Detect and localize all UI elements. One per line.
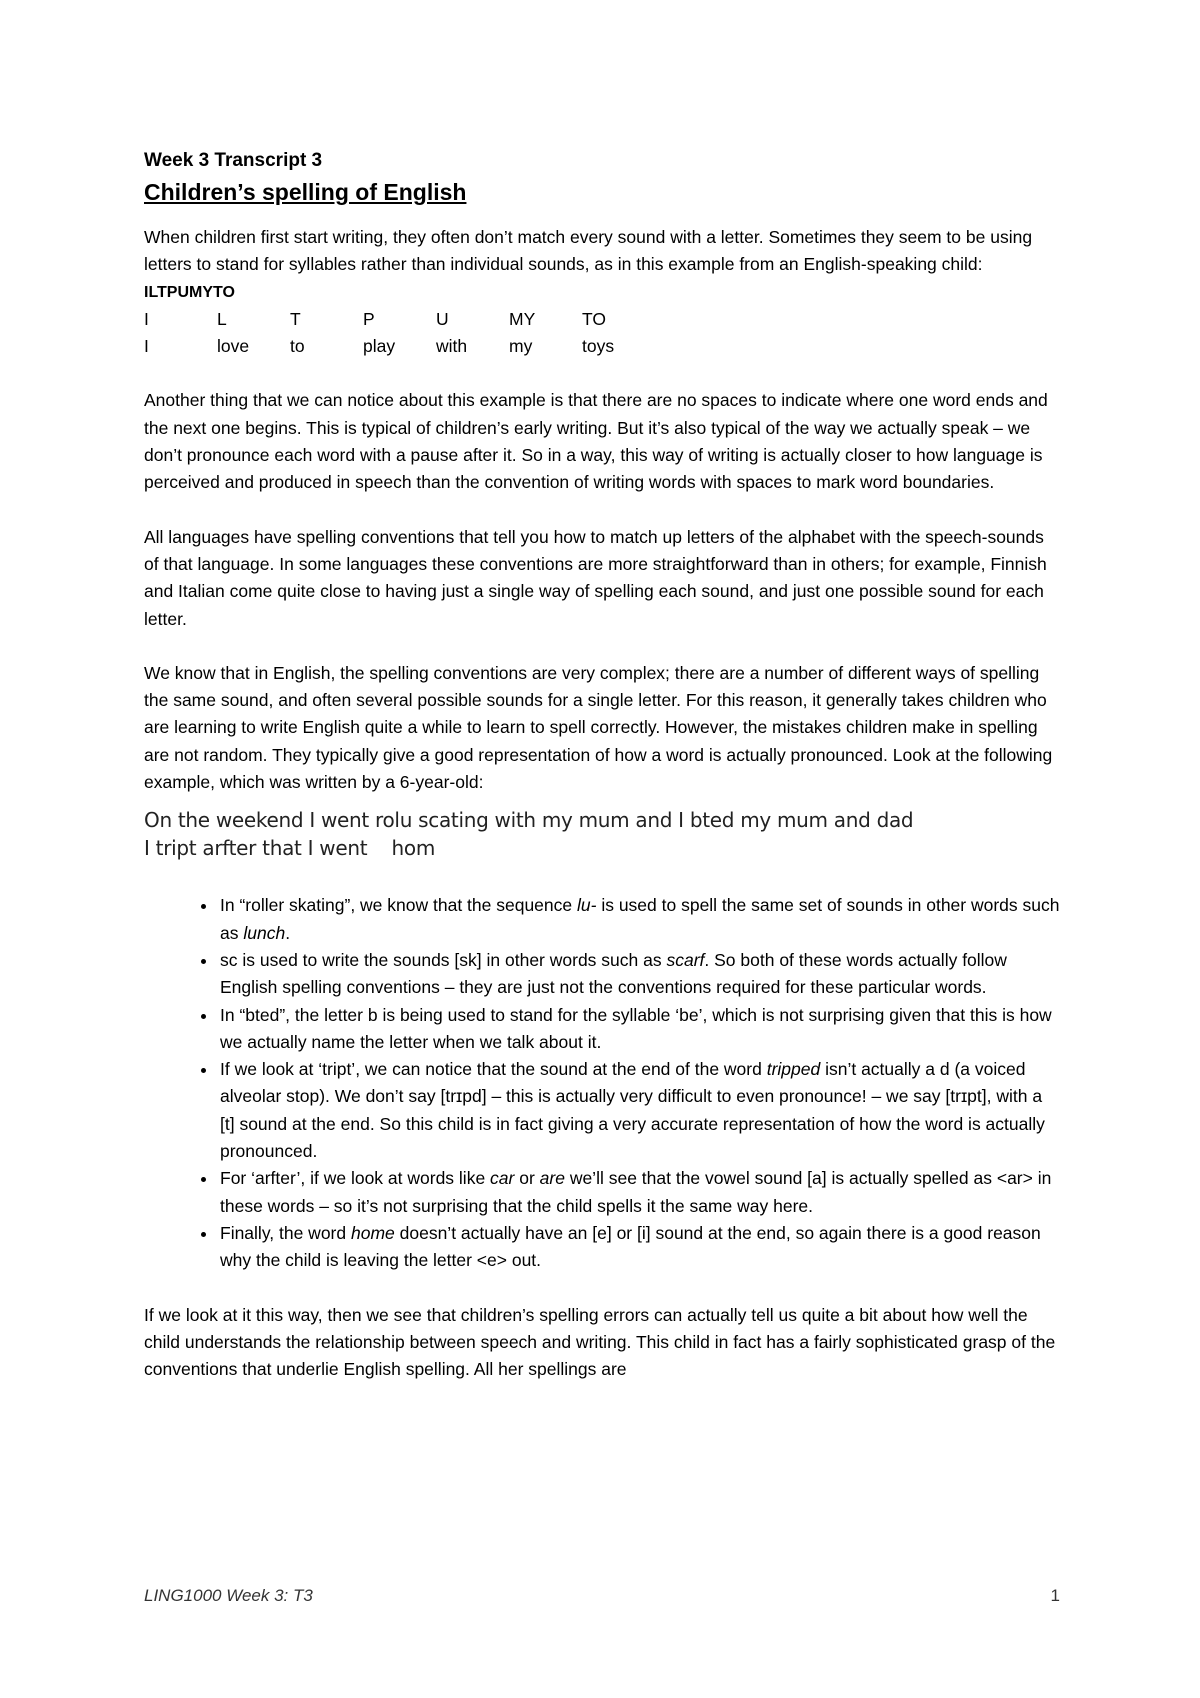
- bullet-text: we’ll see that the vowel sound [a] is actually spelled as <ar> in these words – so it’s not surprising that the child spells it the same way here.: [220, 1168, 1052, 1216]
- document-label: Week 3 Transcript 3: [144, 150, 323, 171]
- bullet-text: is used to spell the same set of sounds in other words such as: [220, 895, 1060, 943]
- bullet-text: isn’t actually a d (a voiced alveolar stop). We don’t say [trɪpd] – this is actually very difficult to even pronounce! – we say [trɪpt], with a [t] sound at the end. So this child is in fact giving a very accurate representation of how the word is actually pronounced.: [220, 1059, 1045, 1162]
- gloss-letters-row: [144, 306, 655, 333]
- body-paragraph: Another thing that we can notice about this example is that there are no spaces to indicate where one word ends and the next one begins. This is typical of children’s early writing. But it’s also typical of the way we actually speak – we don’t pronounce each word with a pause after it. So in a way, this way of writing is actually closer to how language is perceived and produced in speech than the convention of writing words with spaces to mark word boundaries.: [144, 390, 1048, 493]
- bullet-text: doesn’t actually have an [e] or [i] sound at the end, so again there is a good reason why the child is leaving the letter <e> out.: [220, 1222, 1041, 1271]
- list-item: [218, 947, 1060, 1002]
- body-paragraph: We know that in English, the spelling conventions are very complex; there are a number of different ways of spelling the same sound, and often several possible sounds for a single letter. For this reason, it generally takes children who are learning to write English quite a while to learn to spell correctly. However, the mistakes children make in spelling are not random. They typically give a good representation of how a word is actually pronounced. Look at the following example, which was written by a 6-year-old:: [144, 662, 1053, 793]
- gloss-word: with: [436, 336, 468, 357]
- bullet-text: In “bted”, the letter b is being used to stand for the syllable ‘be’, which is not surprising given that this is how we actually name the letter when we talk about it.: [220, 1004, 1052, 1052]
- gloss-word: play: [363, 336, 396, 357]
- bullet-text: . So both of these words actually follow English spelling conventions – they are just not the conventions required for these particular words.: [220, 949, 1007, 998]
- list-item: [218, 1002, 1060, 1057]
- gloss-word: toys: [582, 336, 615, 357]
- bullet-text: For ‘arfter’, if we look at words like: [220, 1168, 491, 1189]
- footer-course-label: LING1000 Week 3: T3: [144, 1586, 313, 1605]
- bullet-example-word: car: [490, 1168, 515, 1189]
- list-item: [218, 1165, 1060, 1220]
- gloss-letter: P: [363, 308, 375, 329]
- gloss-table: [144, 306, 655, 361]
- gloss-letter: T: [290, 308, 301, 329]
- document-body: [144, 146, 1060, 1383]
- document-title: Children’s spelling of English: [144, 179, 467, 205]
- child-sample-line: I tript arfter that I went hom: [144, 836, 435, 861]
- bullet-example-word: scarf: [666, 949, 705, 970]
- gloss-letter: I: [144, 308, 149, 329]
- bullet-text: .: [285, 922, 291, 943]
- child-writing-sample: [144, 806, 1060, 862]
- child-sample-line: On the weekend I went rolu scating with my mum and I bted my mum and dad: [144, 808, 914, 833]
- gloss-word: my: [509, 336, 533, 357]
- bullet-example-word: are: [539, 1168, 565, 1189]
- gloss-letter: MY: [509, 308, 536, 329]
- bullet-example-word: lu-: [577, 895, 597, 916]
- bullet-text: If we look at ‘tript’, we can notice that the sound at the end of the word: [220, 1059, 767, 1080]
- list-item: [218, 1056, 1060, 1165]
- bullet-text: or: [514, 1168, 540, 1189]
- bullet-example-word: home: [350, 1222, 395, 1243]
- bullet-example-word: tripped: [766, 1059, 821, 1080]
- page-number: 1: [1050, 1586, 1060, 1605]
- page-footer: [144, 1586, 1060, 1606]
- bullet-example-word: lunch: [243, 922, 286, 943]
- gloss-letter: U: [436, 308, 449, 329]
- body-paragraph: All languages have spelling conventions that tell you how to match up letters of the alphabet with the speech-sounds of that language. In some languages these conventions are more straightforward than in others; for example, Finnish and Italian come quite close to having just a single way of spelling each sound, and just one possible sound for each letter.: [144, 526, 1047, 629]
- bullet-text: Finally, the word: [220, 1222, 351, 1243]
- example-string: ILTPUMYTO: [144, 283, 235, 301]
- closing-paragraph: If we look at it this way, then we see that children’s spelling errors can actually tell us quite a bit about how well the child understands the relationship between speech and writing. This child in fact has a fairly sophisticated grasp of the conventions that underlie English spelling. All her spellings are: [144, 1304, 1056, 1380]
- list-item: [218, 892, 1060, 947]
- bullet-text: sc is used to write the sounds [sk] in other words such as: [220, 949, 667, 970]
- intro-paragraph: When children first start writing, they often don’t match every sound with a letter. Sometimes they seem to be using letters to stand for syllables rather than individual sounds, as in this example from an English-speaking child:: [144, 227, 1033, 275]
- gloss-word: to: [290, 336, 305, 357]
- gloss-word: love: [217, 336, 250, 357]
- analysis-list: [144, 892, 1060, 1274]
- bullet-text: In “roller skating”, we know that the sequence: [220, 895, 577, 916]
- gloss-letter: TO: [582, 308, 606, 329]
- gloss-letter: L: [217, 308, 227, 329]
- list-item: [218, 1220, 1060, 1275]
- gloss-words-row: [144, 333, 655, 360]
- gloss-word: I: [144, 336, 149, 357]
